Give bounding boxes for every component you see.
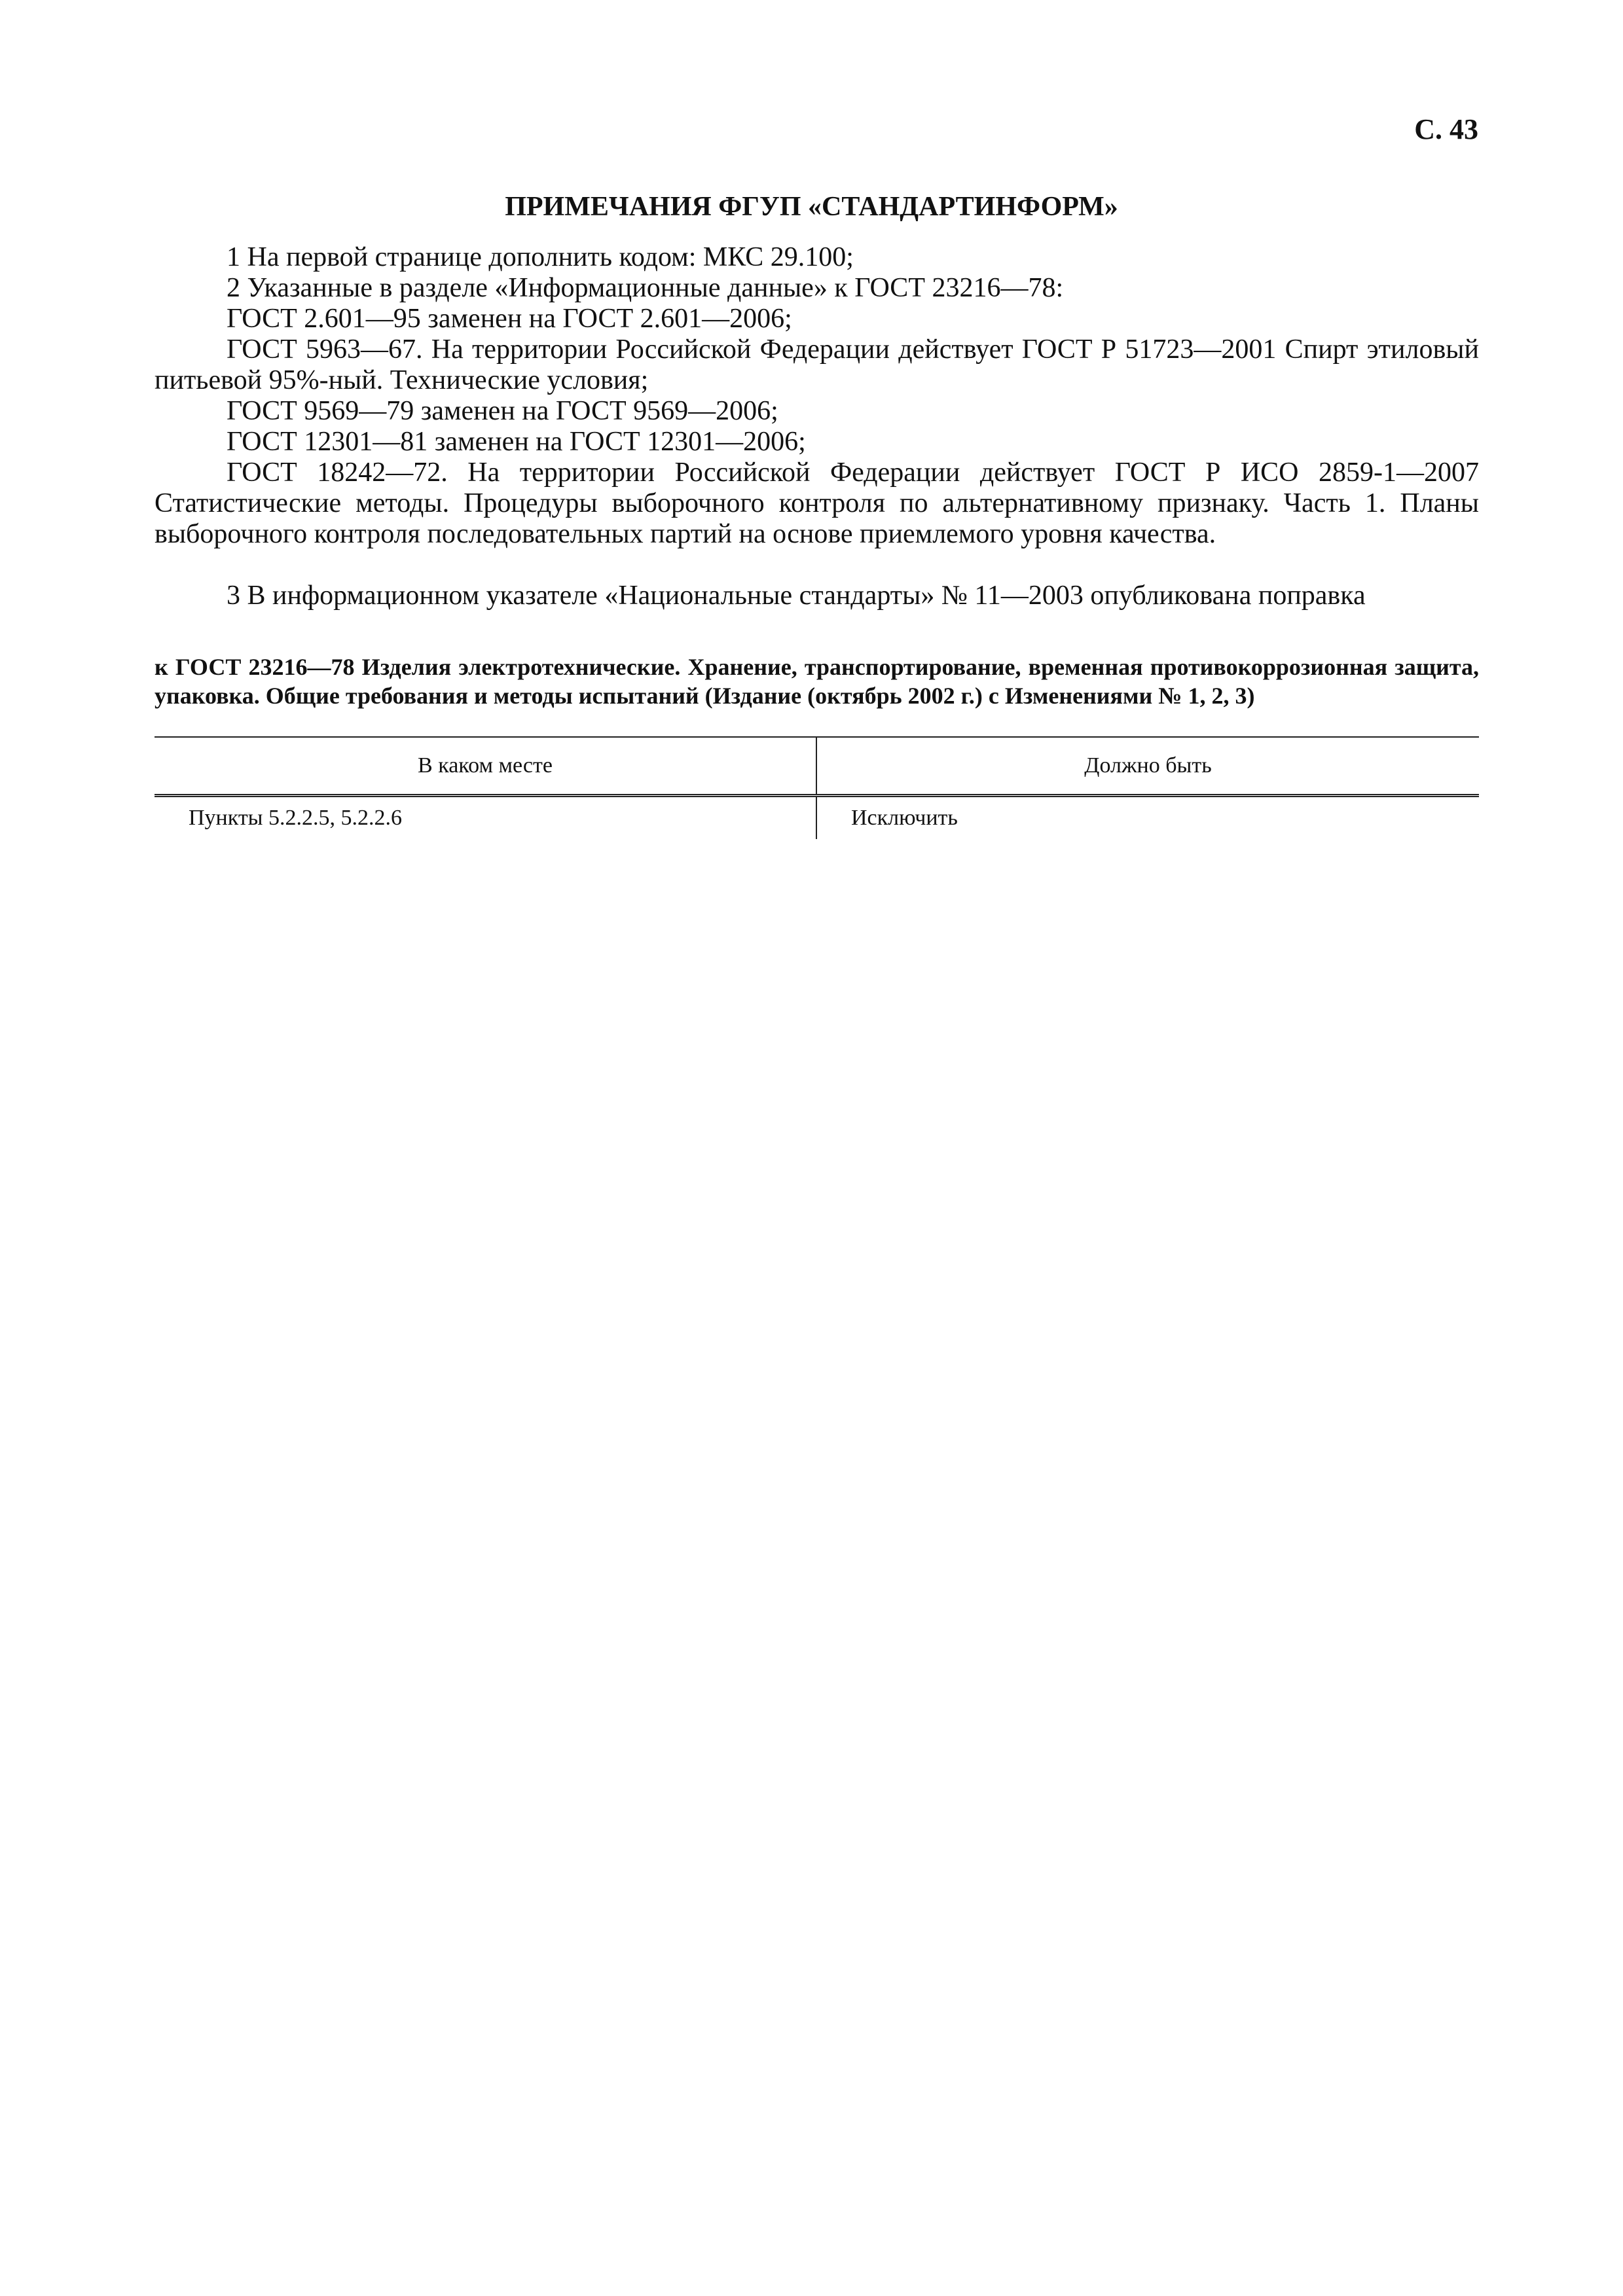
amendment-title: к ГОСТ 23216—78 Изделия электротехнические. Хранение, транспортирование, временная противокоррозионная защита, упаковка. Общие требования и методы испытаний (Издание (октябрь 2002 г.) с Изменениями № 1, 2, 3) xyxy=(155,654,1479,709)
note-paragraph: ГОСТ 2.601—95 заменен на ГОСТ 2.601—2006; xyxy=(227,304,792,334)
amendment-table xyxy=(155,736,1479,839)
note-paragraph: ГОСТ 5963—67. На территории Российской Федерации действует ГОСТ Р 51723—2001 Спирт этиловый питьевой 95%-ный. Технические условия; xyxy=(155,334,1479,395)
note-paragraph: ГОСТ 12301—81 заменен на ГОСТ 12301—2006; xyxy=(227,427,806,457)
note-paragraph: ГОСТ 9569—79 заменен на ГОСТ 9569—2006; xyxy=(227,396,778,426)
table-header-cell: Должно быть xyxy=(1084,753,1212,778)
page-heading: ПРИМЕЧАНИЯ ФГУП «СТАНДАРТИНФОРМ» xyxy=(505,192,1118,222)
table-row xyxy=(155,797,1479,839)
page-number: С. 43 xyxy=(1414,113,1478,145)
table-cell: Исключить xyxy=(851,806,958,830)
note-paragraph: 1 На первой странице дополнить кодом: МКС 29.100; xyxy=(227,242,854,272)
table-header-cell: В каком месте xyxy=(155,738,817,794)
table-cell: Пункты 5.2.2.5, 5.2.2.6 xyxy=(155,797,817,839)
note-paragraph: 3 В информационном указателе «Национальные стандарты» № 11—2003 опубликована поправка xyxy=(227,581,1366,611)
table-header-row xyxy=(155,736,1479,797)
note-paragraph: ГОСТ 18242—72. На территории Российской Федерации действует ГОСТ Р ИСО 2859-1—2007 Статистические методы. Процедуры выборочного контроля по альтернативному признаку. Часть 1. Планы выборочного контроля последовательных партий на основе приемлемого уровня качества. xyxy=(155,457,1479,549)
note-paragraph: 2 Указанные в разделе «Информационные данные» к ГОСТ 23216—78: xyxy=(227,273,1064,303)
notes-block xyxy=(155,242,1479,611)
